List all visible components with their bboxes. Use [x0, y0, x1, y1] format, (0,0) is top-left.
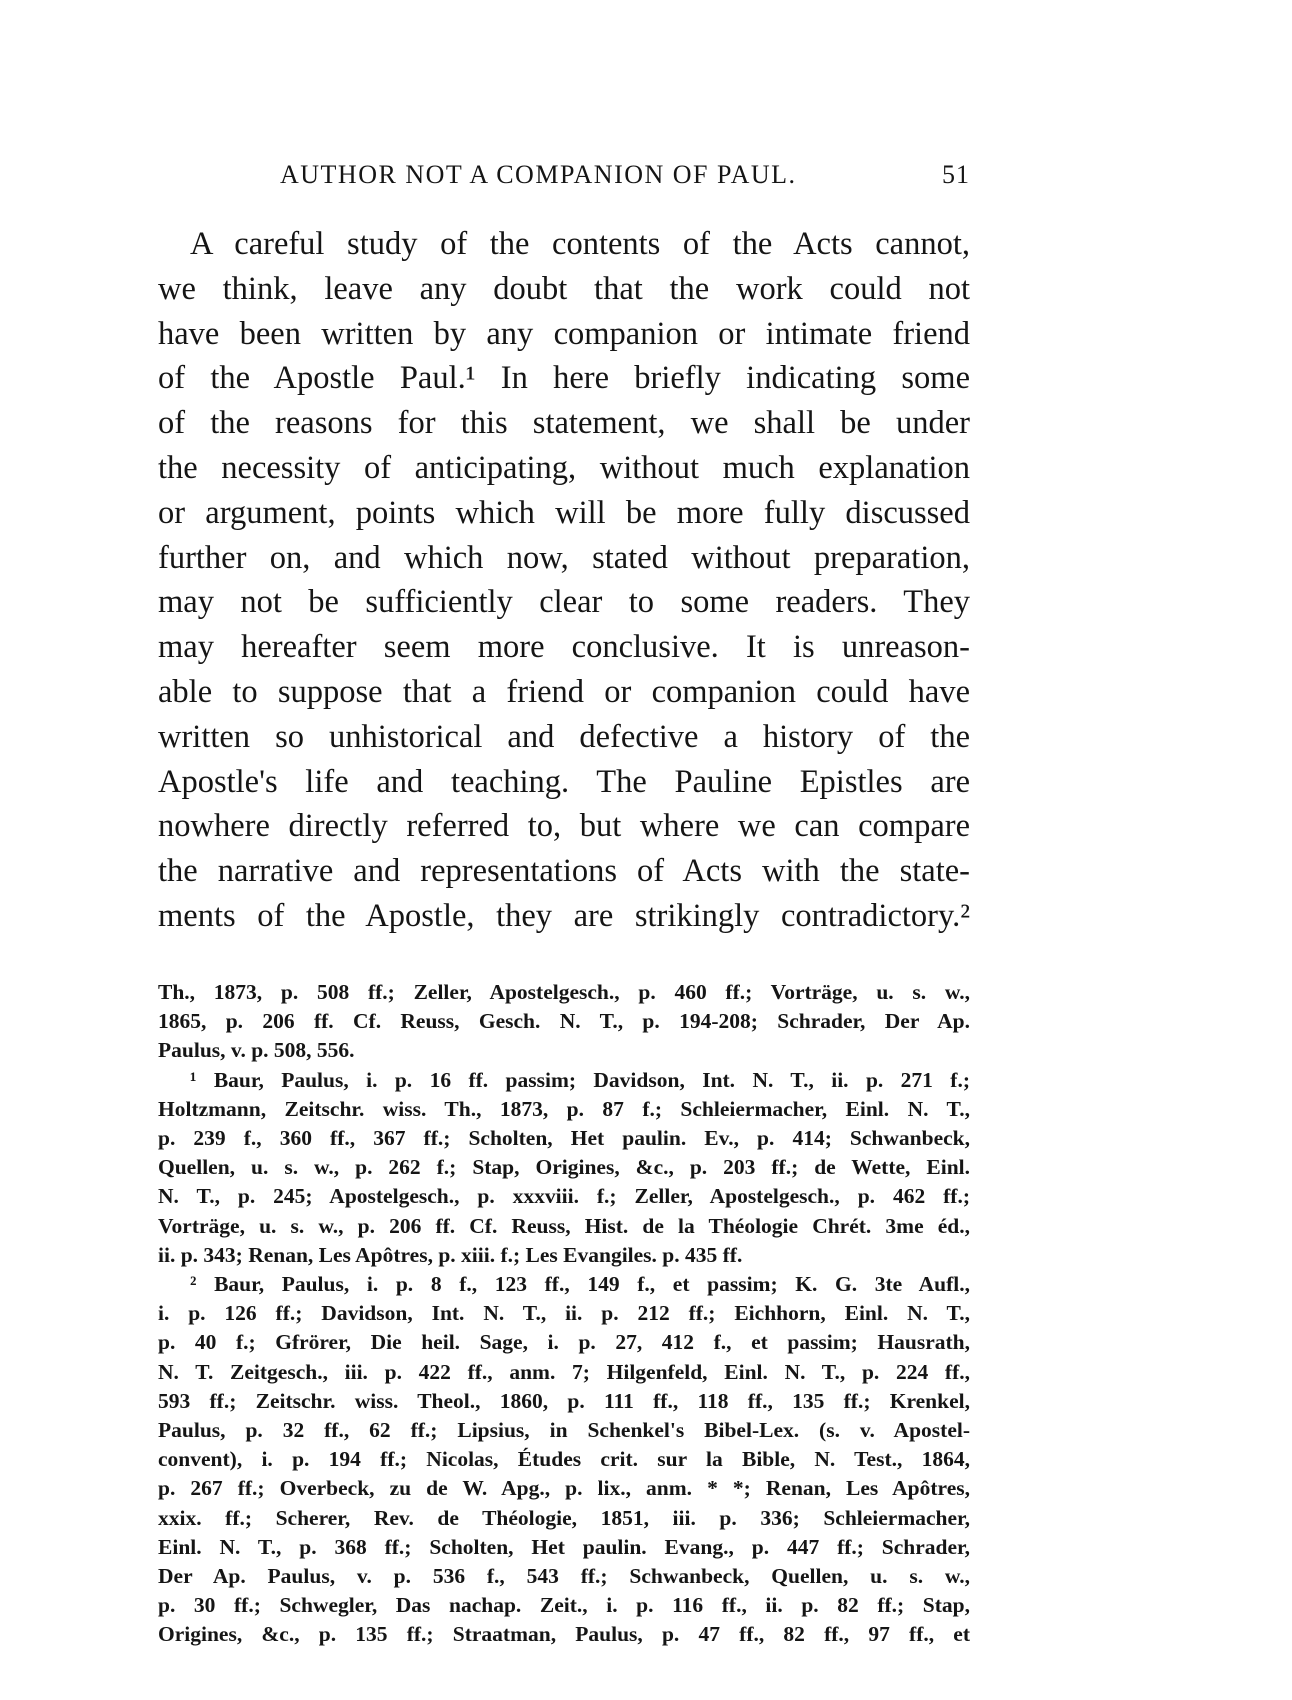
footnote-1-line: ii. p. 343; Renan, Les Apôtres, p. xiii. f.; Les Evangiles. p. 435 ff.	[158, 1242, 743, 1267]
footnote-2-line: ² Baur, Paulus, i. p. 8 f., 123 ff., 149 f., et passim; K. G. 3te Aufl.,	[190, 1272, 970, 1297]
footnote-2-line: Paulus, p. 32 ff., 62 ff.; Lipsius, in Schenkel's Bibel-Lex. (s. v. Apostel-	[158, 1418, 970, 1443]
body-line: Apostle's life and teaching. The Pauline Epistles are	[158, 763, 970, 800]
footnote-2-line: Der Ap. Paulus, v. p. 536 f., 543 ff.; Schwanbeck, Quellen, u. s. w.,	[158, 1564, 970, 1589]
footnote-2-line: N. T. Zeitgesch., iii. p. 422 ff., anm. 7; Hilgenfeld, Einl. N. T., p. 224 ff.,	[158, 1359, 970, 1384]
footnote-2-line: Einl. N. T., p. 368 ff.; Scholten, Het paulin. Evang., p. 447 ff.; Schrader,	[158, 1534, 970, 1559]
body-line: written so unhistorical and defective a history of the	[158, 718, 970, 755]
footnote-line: 1865, p. 206 ff. Cf. Reuss, Gesch. N. T., p. 194-208; Schrader, Der Ap.	[158, 1009, 970, 1034]
footnote-1-line: Vorträge, u. s. w., p. 206 ff. Cf. Reuss, Hist. de la Théologie Chrét. 3me éd.,	[158, 1213, 970, 1238]
main-paragraph	[158, 222, 970, 939]
footnote-2-line: p. 267 ff.; Overbeck, zu de W. Apg., p. lix., anm. * *; Renan, Les Apôtres,	[158, 1476, 970, 1501]
body-line: of the Apostle Paul.¹ In here briefly indicating some	[158, 360, 970, 397]
body-line: A careful study of the contents of the Acts cannot,	[190, 226, 970, 262]
body-line: of the reasons for this statement, we shall be under	[158, 405, 970, 442]
running-title: AUTHOR NOT A COMPANION OF PAUL.	[280, 160, 797, 189]
footnote-line: Th., 1873, p. 508 ff.; Zeller, Apostelgesch., p. 460 ff.; Vorträge, u. s. w.,	[158, 980, 970, 1004]
body-line: able to suppose that a friend or companion could have	[158, 673, 970, 710]
footnote-line: Paulus, v. p. 508, 556.	[158, 1038, 355, 1063]
footnote-2-line: Origines, &c., p. 135 ff.; Straatman, Paulus, p. 47 ff., 82 ff., 97 ff., et	[158, 1622, 970, 1647]
footnote-1-line: Quellen, u. s. w., p. 262 f.; Stap, Origines, &c., p. 203 ff.; de Wette, Einl.	[158, 1155, 970, 1180]
footnote-2-line: 593 ff.; Zeitschr. wiss. Theol., 1860, p. 111 ff., 118 ff., 135 ff.; Krenkel,	[158, 1388, 970, 1413]
footnote-2-line: p. 30 ff.; Schwegler, Das nachap. Zeit., i. p. 116 ff., ii. p. 82 ff.; Stap,	[158, 1593, 970, 1618]
body-line: further on, and which now, stated without preparation,	[158, 539, 970, 576]
body-line: may hereafter seem more conclusive. It is unreason-	[158, 629, 970, 666]
page-number: 51	[942, 160, 970, 189]
body-line: have been written by any companion or intimate friend	[158, 315, 970, 352]
body-line: ments of the Apostle, they are strikingly contradictory.²	[158, 897, 970, 934]
running-head	[250, 160, 970, 200]
body-line: we think, leave any doubt that the work could not	[158, 270, 970, 307]
footnote-2-line: xxix. ff.; Scherer, Rev. de Théologie, 1851, iii. p. 336; Schleiermacher,	[158, 1505, 970, 1530]
body-line: nowhere directly referred to, but where we can compare	[158, 808, 970, 845]
body-line: the narrative and representations of Acts with the state-	[158, 853, 970, 890]
footnote-2-line: convent), i. p. 194 ff.; Nicolas, Études crit. sur la Bible, N. Test., 1864,	[158, 1447, 970, 1472]
footnote-2-line: i. p. 126 ff.; Davidson, Int. N. T., ii. p. 212 ff.; Eichhorn, Einl. N. T.,	[158, 1301, 970, 1326]
body-line: may not be sufficiently clear to some readers. They	[158, 584, 970, 621]
footnote-1-line: Holtzmann, Zeitschr. wiss. Th., 1873, p. 87 f.; Schleiermacher, Einl. N. T.,	[158, 1096, 970, 1121]
footnote-1-line: ¹ Baur, Paulus, i. p. 16 ff. passim; Davidson, Int. N. T., ii. p. 271 f.;	[190, 1067, 970, 1092]
footnotes	[158, 978, 970, 1650]
body-line: the necessity of anticipating, without much explanation	[158, 449, 970, 486]
body-line: or argument, points which will be more fully discussed	[158, 494, 970, 531]
footnote-1-line: N. T., p. 245; Apostelgesch., p. xxxviii. f.; Zeller, Apostelgesch., p. 462 ff.;	[158, 1184, 970, 1209]
footnote-1-line: p. 239 f., 360 ff., 367 ff.; Scholten, Het paulin. Ev., p. 414; Schwanbeck,	[158, 1126, 970, 1151]
footnote-2-line: p. 40 f.; Gfrörer, Die heil. Sage, i. p. 27, 412 f., et passim; Hausrath,	[158, 1330, 970, 1355]
